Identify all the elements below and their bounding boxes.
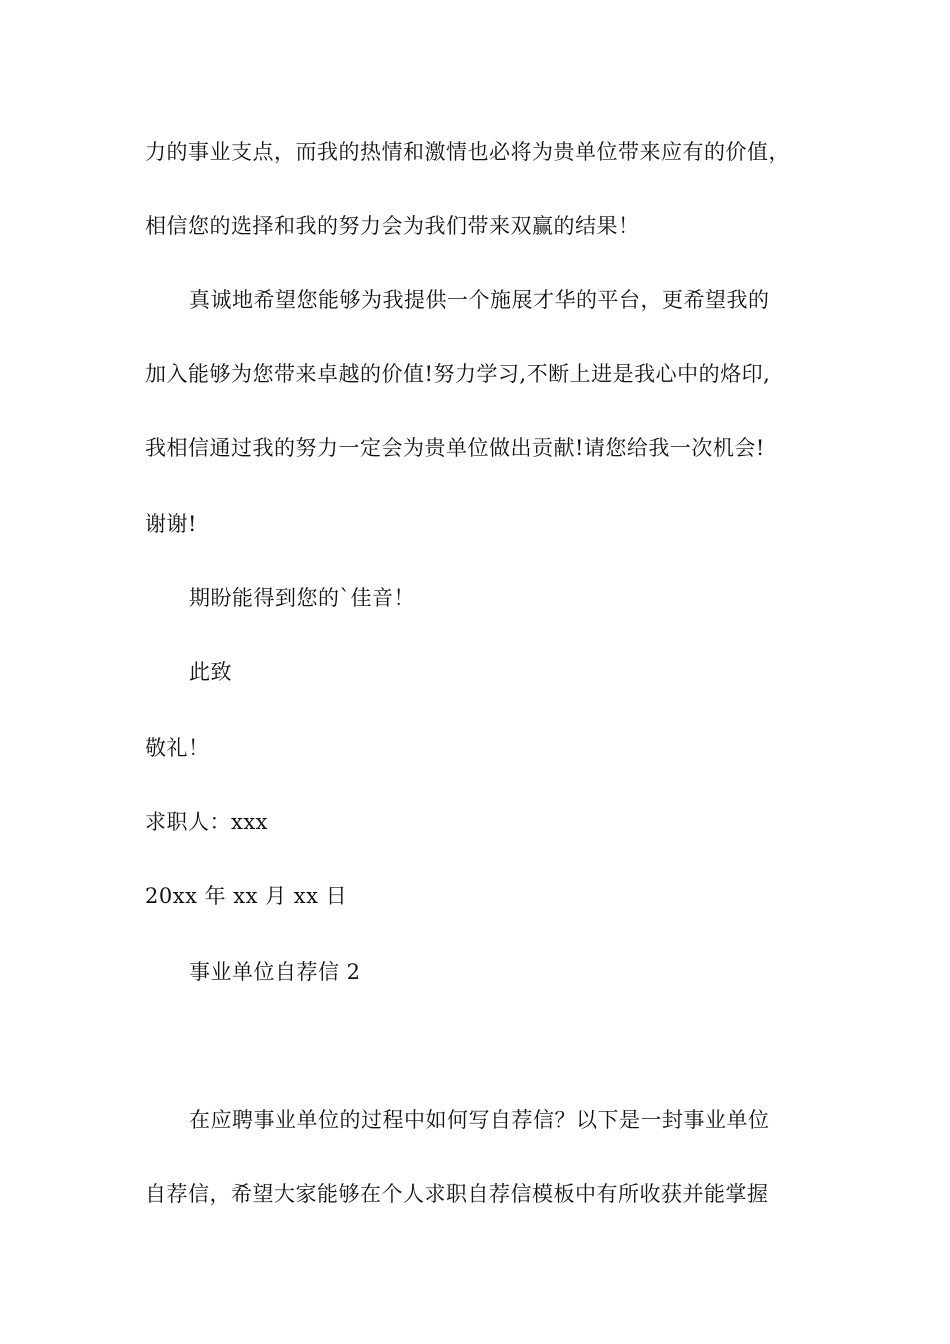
paragraph-line: 相信您的选择和我的努力会为我们带来双赢的结果！ (145, 214, 640, 238)
paragraph-line: 力的事业支点，而我的热情和激情也必将为贵单位带来应有的价值， (145, 140, 790, 164)
paragraph-line: 真诚地希望您能够为我提供一个施展才华的平台，更希望我的 (189, 288, 770, 312)
paragraph-line: 自荐信，希望大家能够在个人求职自荐信模板中有所收获并能掌握 (145, 1182, 769, 1206)
salutation-line: 此致 (189, 660, 232, 684)
paragraph-line: 加入能够为您带来卓越的价值!努力学习,不断上进是我心中的烙印, (145, 362, 771, 386)
paragraph-line: 谢谢! (145, 512, 197, 536)
salutation-line: 敬礼！ (145, 736, 210, 760)
paragraph-line: 在应聘事业单位的过程中如何写自荐信？以下是一封事业单位 (189, 1108, 770, 1132)
closing-line: 期盼能得到您的`佳音！ (189, 586, 415, 610)
paragraph-line: 我相信通过我的努力一定会为贵单位做出贡献!请您给我一次机会! (145, 436, 765, 460)
date-line: 20xx 年 xx 月 xx 日 (145, 884, 348, 908)
signature-line: 求职人：xxx (145, 810, 269, 834)
section-title: 事业单位自荐信 2 (189, 960, 361, 984)
